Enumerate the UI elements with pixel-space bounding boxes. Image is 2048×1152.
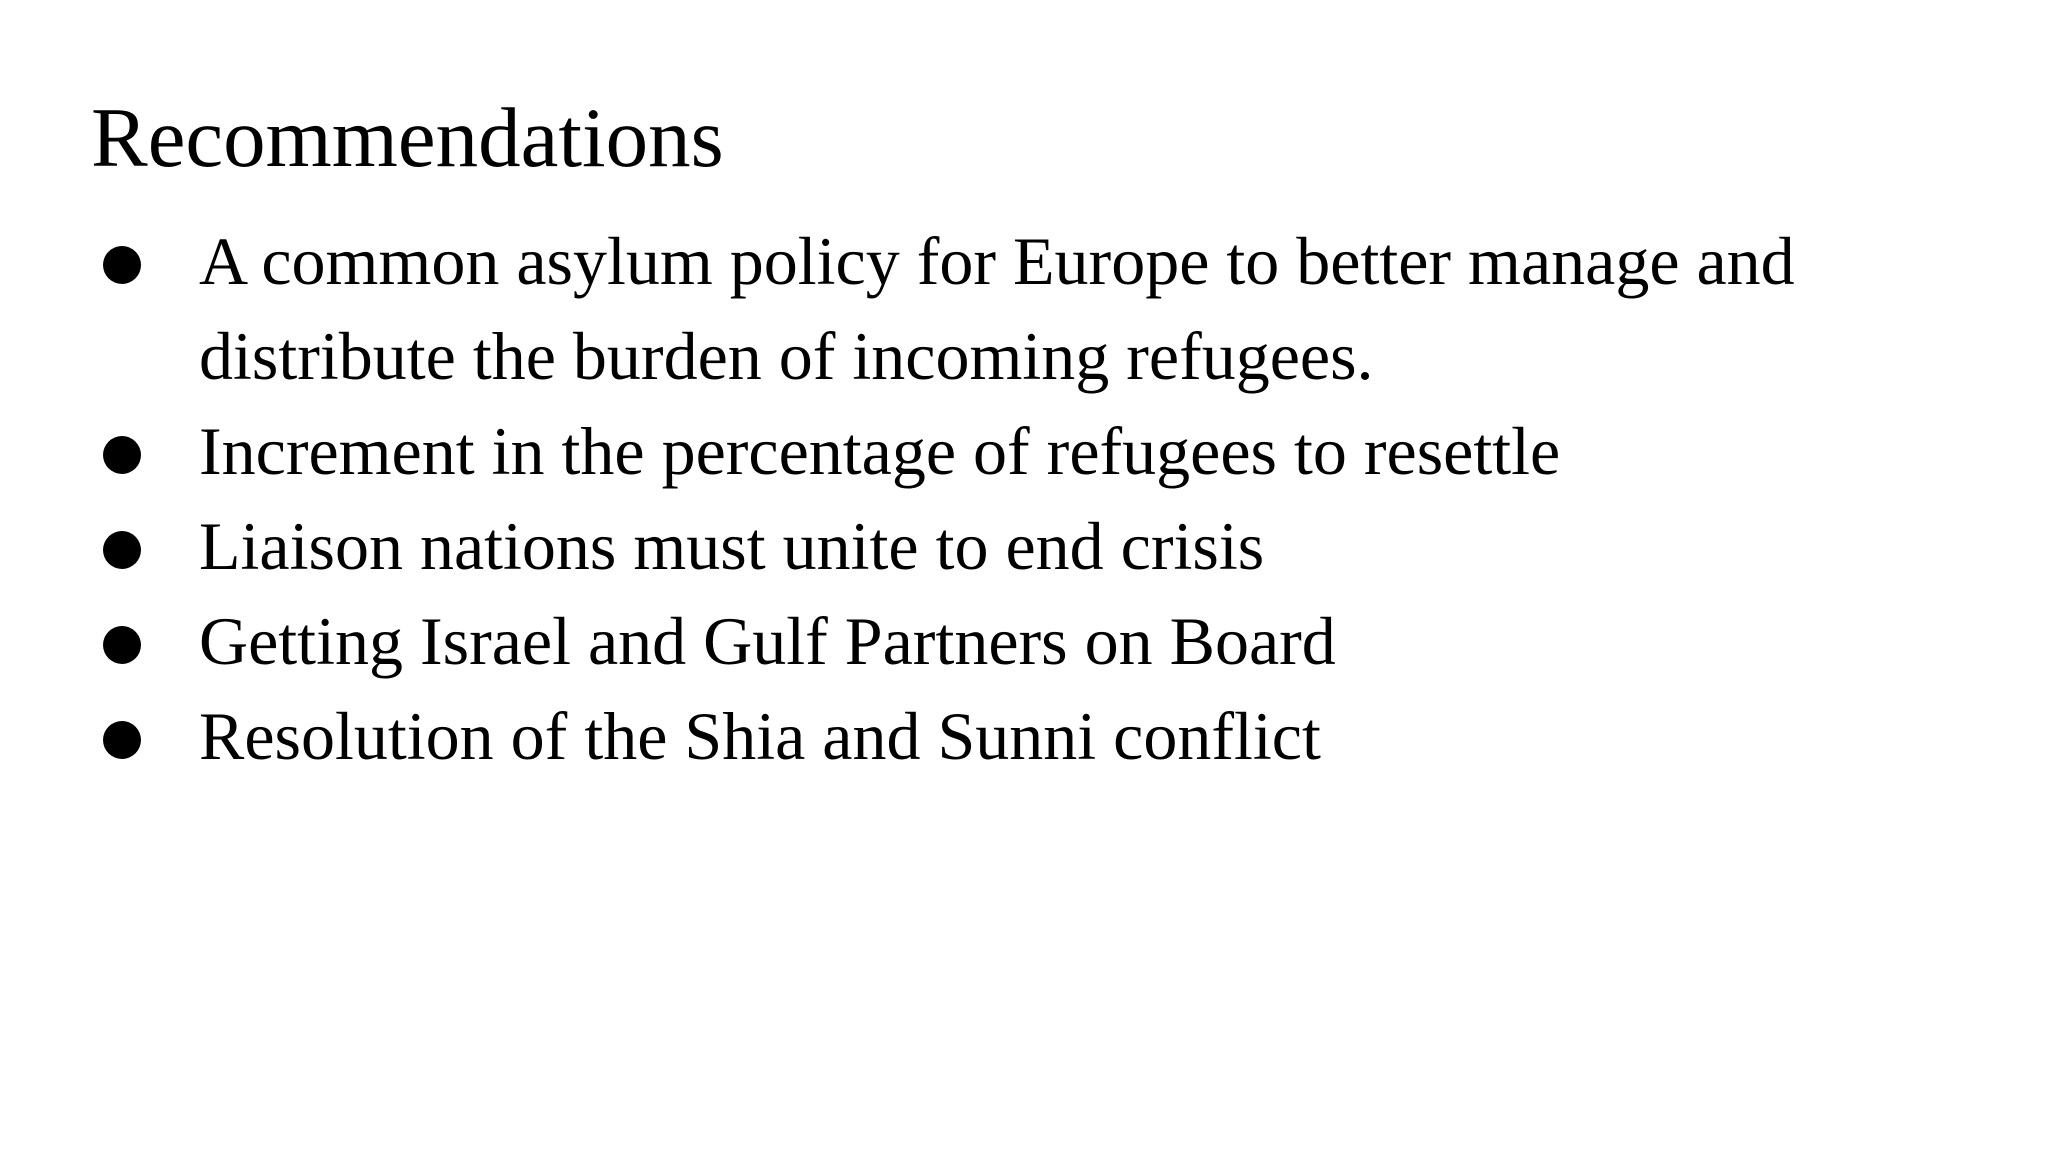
bullet-text: Getting Israel and Gulf Partners on Board bbox=[199, 603, 1336, 679]
bullet-icon bbox=[103, 531, 141, 569]
bullet-icon bbox=[103, 626, 141, 664]
bullet-text: A common asylum policy for Europe to better manage and distribute the burden of incoming refugees. bbox=[199, 223, 1795, 394]
bullet-text: Liaison nations must unite to end crisis bbox=[199, 508, 1265, 584]
list-item bbox=[103, 214, 1863, 404]
bullet-text: Resolution of the Shia and Sunni conflict bbox=[199, 698, 1321, 774]
list-item bbox=[103, 689, 1863, 784]
bullet-icon bbox=[103, 436, 141, 474]
list-item bbox=[103, 404, 1863, 499]
bullet-icon bbox=[103, 246, 141, 284]
bullet-text: Increment in the percentage of refugees to resettle bbox=[199, 413, 1561, 489]
list-item bbox=[103, 594, 1863, 689]
list-item bbox=[103, 499, 1863, 594]
slide-title: Recommendations bbox=[91, 91, 724, 185]
bullet-list bbox=[103, 214, 1863, 784]
bullet-icon bbox=[103, 721, 141, 759]
